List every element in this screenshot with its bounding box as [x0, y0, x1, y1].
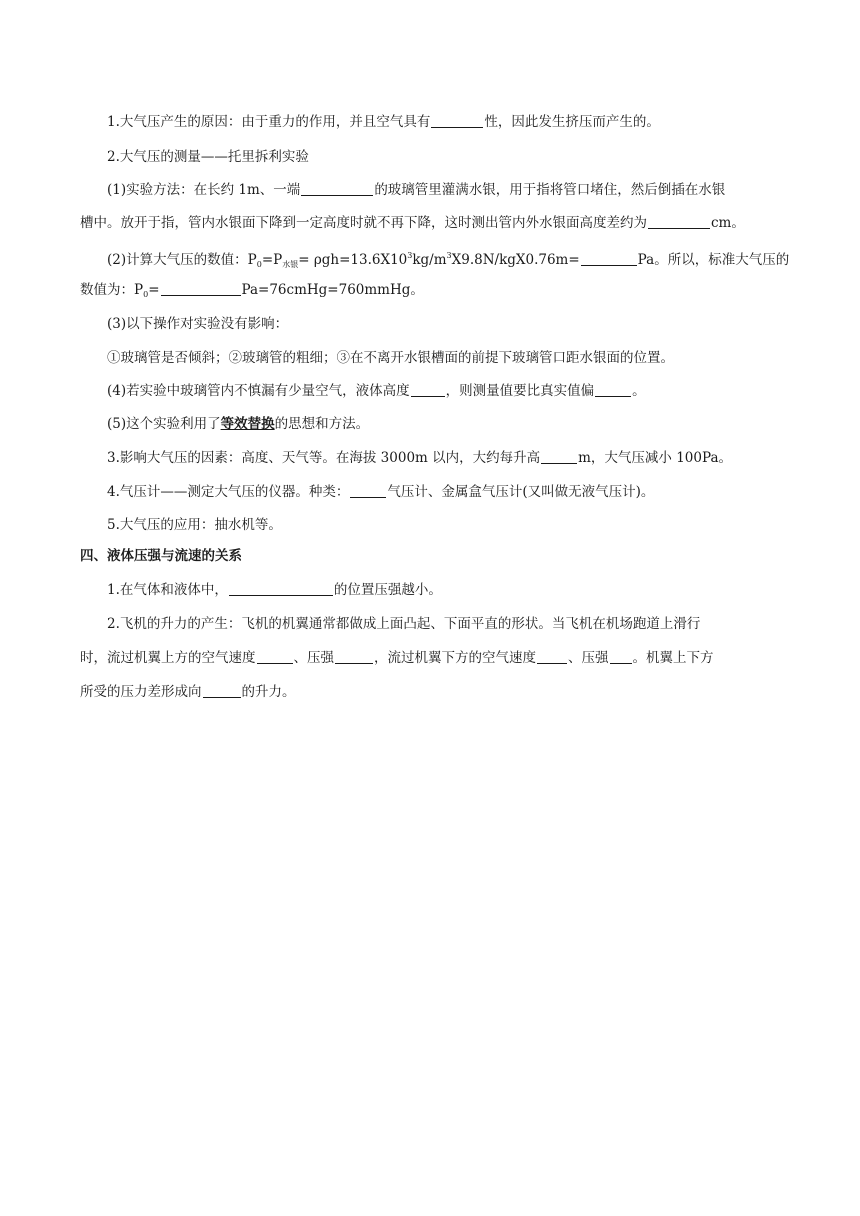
subscript: 水银	[282, 260, 299, 269]
text: = ρgh=13.6X10	[298, 252, 408, 268]
text: 的位置压强越小。	[333, 582, 442, 598]
text-line-measurement	[0, 147, 860, 167]
text: X9.8N/kgX0.76m=	[451, 252, 580, 268]
text-line-conditions	[0, 348, 860, 368]
text: (1)实验方法：在长约 1m、一端	[107, 182, 301, 198]
heading-text: 四、液体压强与流速的关系	[80, 548, 242, 564]
text: 1.在气体和液体中，	[107, 582, 228, 598]
answer-blank[interactable]	[541, 449, 577, 464]
answer-blank[interactable]	[648, 214, 710, 229]
answer-blank[interactable]	[335, 649, 373, 664]
text: 5.大气压的应用：抽水机等。	[107, 517, 282, 533]
text: 槽中。放开于指，管内水银面下降到一定高度时就不再下降，这时测出管内外水银面高度差约为	[80, 215, 647, 231]
text: ，流过机翼下方的空气速度	[374, 650, 536, 666]
answer-blank[interactable]	[610, 649, 632, 664]
answer-blank[interactable]	[301, 181, 373, 196]
text: ，则测量值要比真实值偏	[445, 383, 595, 399]
text: Pa。所以，标准大气压的	[637, 252, 790, 268]
text-line-method-cont	[0, 213, 860, 233]
text-line-lift-cont	[0, 648, 860, 668]
answer-blank[interactable]	[595, 382, 631, 397]
answer-blank[interactable]	[229, 581, 333, 596]
text-line-factors	[0, 448, 860, 468]
answer-blank[interactable]	[350, 483, 386, 498]
text-line-method	[0, 180, 860, 200]
text: 4.气压计——测定大气压的仪器。种类：	[107, 484, 350, 500]
text-line-calculation	[0, 246, 860, 275]
superscript: 3	[446, 251, 452, 260]
text: Pa=76cmHg=760mmHg。	[241, 282, 424, 298]
text: (4)若实验中玻璃管内不慎漏有少量空气，液体高度	[107, 383, 410, 399]
text-line-no-effect	[0, 314, 860, 334]
answer-blank[interactable]	[411, 382, 445, 397]
text: =	[148, 282, 160, 298]
text: 性，因此发生挤压而产生的。	[484, 114, 660, 130]
text-line-air-leak	[0, 381, 860, 401]
text-line-lift	[0, 614, 860, 634]
answer-blank[interactable]	[581, 251, 637, 266]
text: ①玻璃管是否倾斜；②玻璃管的粗细；③在不离开水银槽面的前提下玻璃管口距水银面的位置。	[107, 350, 674, 366]
text-line-standard-value	[0, 280, 860, 305]
section-heading	[0, 546, 860, 566]
text: (3)以下操作对实验没有影响：	[107, 316, 289, 332]
answer-blank[interactable]	[431, 113, 483, 128]
text: 3.影响大气压的因素：高度、天气等。在海拔 3000m 以内，大约每升高	[107, 450, 541, 466]
text: 的升力。	[241, 684, 296, 700]
superscript: 3	[407, 251, 413, 260]
text: 数值为：P	[80, 282, 144, 298]
text-line-method-idea	[0, 414, 860, 434]
text-line-barometer	[0, 482, 860, 502]
subscript: 0	[256, 260, 262, 269]
answer-blank[interactable]	[257, 649, 293, 664]
text: 的玻璃管里灌满水银，用于指将管口堵住，然后倒插在水银	[374, 182, 726, 198]
text: kg/m	[412, 252, 447, 268]
emphasis-text: 等效替换	[220, 416, 275, 432]
text: =P	[261, 252, 283, 268]
text: 所受的压力差形成向	[80, 684, 202, 700]
answer-blank[interactable]	[203, 683, 241, 698]
text: 、压强	[293, 650, 334, 666]
text-line-lift-end	[0, 682, 860, 702]
text: 2.大气压的测量——托里拆利实验	[107, 149, 309, 165]
text: 时，流过机翼上方的空气速度	[80, 650, 256, 666]
text: 。	[632, 383, 646, 399]
text: 1.大气压产生的原因：由于重力的作用，并且空气具有	[107, 114, 431, 130]
text-line-cause	[0, 112, 860, 132]
text: 气压计、金属盒气压计(又叫做无液气压计)。	[387, 484, 655, 500]
text: (2)计算大气压的数值：P	[107, 252, 257, 268]
text: 、压强	[568, 650, 609, 666]
answer-blank[interactable]	[161, 281, 241, 296]
text: cm。	[711, 215, 745, 231]
text: 。机翼上下方	[632, 650, 714, 666]
text: 的思想和方法。	[274, 416, 370, 432]
text-line-flow-pressure	[0, 580, 860, 600]
text-line-application	[0, 515, 860, 535]
answer-blank[interactable]	[537, 649, 567, 664]
text: 2.飞机的升力的产生：飞机的机翼通常都做成上面凸起、下面平直的形状。当飞机在机场跑道上滑行	[107, 616, 701, 632]
subscript: 0	[143, 290, 149, 299]
text: m，大气压减小 100Pa。	[578, 450, 733, 466]
text: (5)这个实验利用了	[107, 416, 221, 432]
